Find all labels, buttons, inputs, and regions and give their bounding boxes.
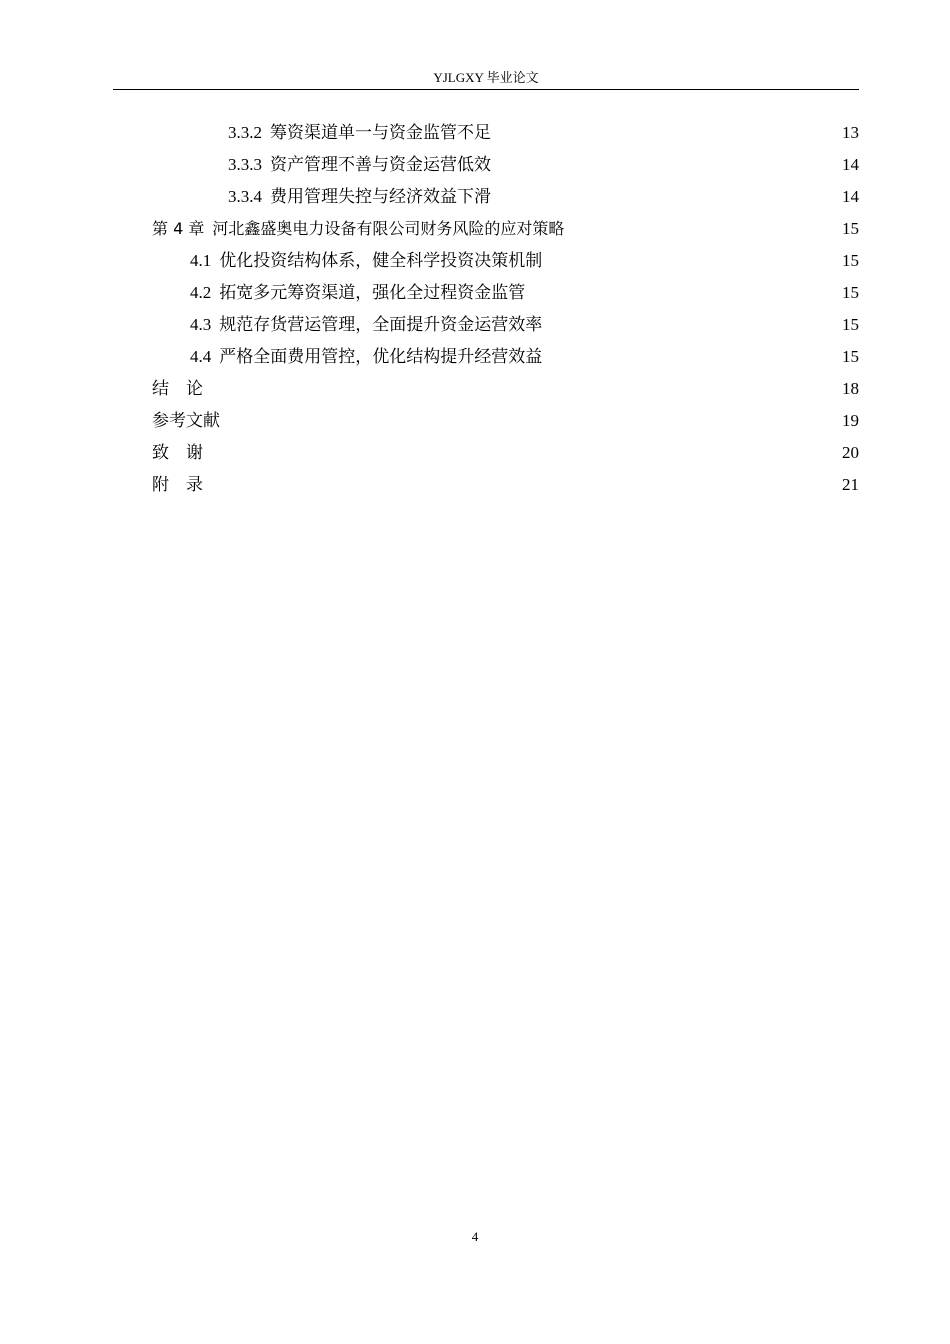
toc-entry-page: 15 (842, 347, 859, 366)
toc-entry-title: 规范存货营运管理，全面提升资金运营效率 (219, 315, 543, 334)
toc-entry[interactable] (152, 117, 859, 149)
toc-entry-title: 致 谢 (152, 443, 203, 462)
toc-entry-page: 20 (842, 443, 859, 462)
toc-entry-number: 4.1 (190, 251, 212, 270)
toc-entry-title: 结 论 (152, 379, 203, 398)
toc-entry-number: 4.3 (190, 315, 212, 334)
toc-entry-number: 4.2 (190, 283, 212, 302)
toc-entry[interactable] (152, 245, 859, 277)
toc-entry-page: 14 (842, 155, 859, 174)
toc-entry-title: 河北鑫盛奥电力设备有限公司财务风险的应对策略 (212, 219, 565, 238)
toc-entry[interactable] (152, 309, 859, 341)
toc-entry[interactable] (152, 277, 859, 309)
toc-entry-page: 18 (842, 379, 859, 398)
toc-entry-title: 拓宽多元筹资渠道，强化全过程资金监管 (219, 283, 526, 302)
toc-entry-page: 13 (842, 123, 859, 142)
toc-entry-page: 14 (842, 187, 859, 206)
toc-entry-title: 参考文献 (152, 411, 220, 430)
toc-entry-page: 15 (842, 315, 859, 334)
toc-entry-page: 15 (842, 219, 859, 238)
toc-entry-title: 费用管理失控与经济效益下滑 (270, 187, 491, 206)
toc-entry-page: 15 (842, 283, 859, 302)
page-number: 4 (471, 1229, 479, 1244)
toc-entry-acknowledgements[interactable] (152, 437, 859, 469)
toc-entry-title: 筹资渠道单一与资金监管不足 (270, 123, 491, 142)
toc-entry-number: 3.3.3 (228, 155, 262, 174)
toc-entry-title: 优化投资结构体系，健全科学投资决策机制 (219, 251, 543, 270)
toc-chapter-entry[interactable] (152, 213, 859, 245)
toc-entry-conclusion[interactable] (152, 373, 859, 405)
toc-entry[interactable] (152, 149, 859, 181)
toc-entry-number: 3.3.4 (228, 187, 262, 206)
toc-entry-appendix[interactable] (152, 469, 859, 501)
toc-entry-page: 21 (842, 475, 859, 494)
toc-entry-number: 3.3.2 (228, 123, 262, 142)
toc-entry-title: 资产管理不善与资金运营低效 (270, 155, 491, 174)
toc-entry[interactable] (152, 341, 859, 373)
toc-entry[interactable] (152, 181, 859, 213)
toc-entry-references[interactable] (152, 405, 859, 437)
toc-entry-title: 严格全面费用管控，优化结构提升经营效益 (219, 347, 543, 366)
header-title: YJLGXY 毕业论文 (433, 70, 539, 85)
toc-entry-page: 15 (842, 251, 859, 270)
toc-entry-number: 第 4 章 (152, 219, 205, 238)
page-header (113, 70, 859, 90)
toc-entry-page: 19 (842, 411, 859, 430)
toc-entry-title: 附 录 (152, 475, 203, 494)
toc-entry-number: 4.4 (190, 347, 212, 366)
table-of-contents (152, 117, 859, 501)
